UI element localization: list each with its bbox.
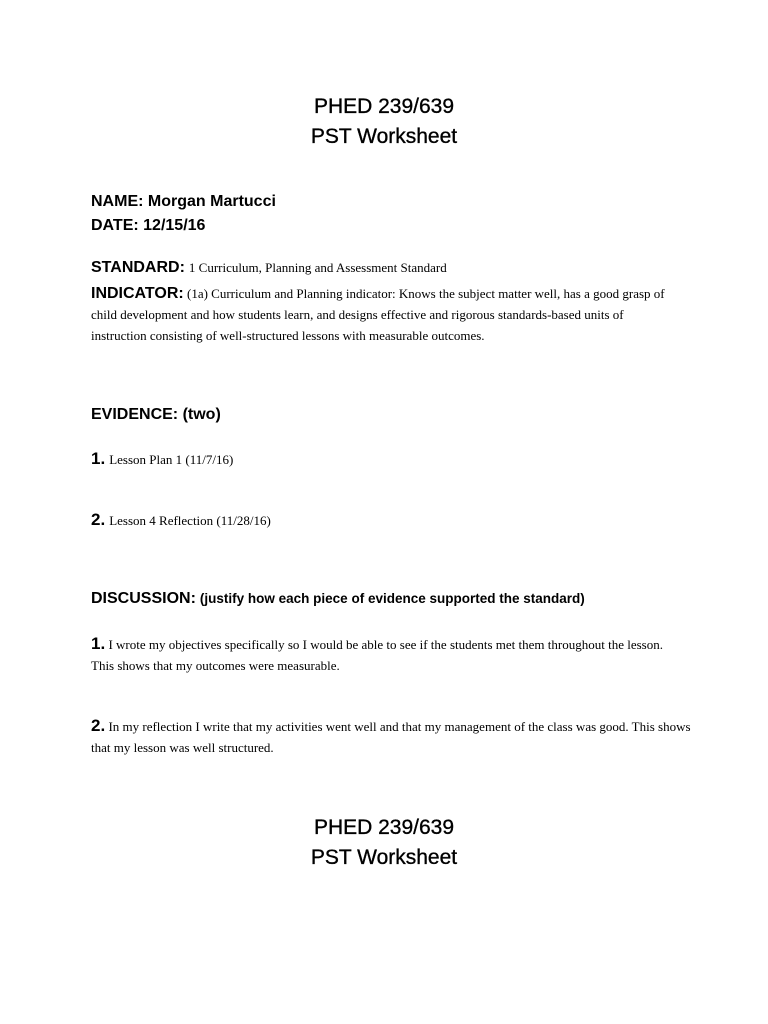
- discussion-number: 1.: [91, 634, 106, 653]
- evidence-heading: EVIDENCE: (two): [91, 406, 221, 423]
- discussion-number: 2.: [91, 716, 106, 735]
- evidence-number: 2.: [91, 510, 106, 529]
- evidence-number: 1.: [91, 449, 106, 468]
- date-label: DATE:: [91, 217, 139, 234]
- date-line: [91, 217, 205, 235]
- evidence-text: Lesson Plan 1 (11/7/16): [109, 452, 234, 467]
- date-value: 12/15/16: [143, 217, 206, 234]
- discussion-item: [91, 633, 681, 676]
- name-label: NAME:: [91, 193, 144, 210]
- discussion-text: In my reflection I write that my activities went well and that my management of the class was good. This shows that my lesson was well structured.: [91, 719, 691, 755]
- standard-label: STANDARD:: [91, 259, 185, 276]
- course-title: PHED 239/639: [313, 95, 455, 118]
- evidence-item: [91, 449, 233, 469]
- discussion-heading: [91, 590, 585, 608]
- course-title: PHED 239/639: [313, 816, 455, 839]
- standard-value: 1 Curriculum, Planning and Assessment Standard: [188, 260, 447, 275]
- indicator-value: (1a) Curriculum and Planning indicator: Knows the subject matter well, has a good grasp of child development and how students learn, and designs effective and rigorous standards-based units of instruction consisting of well-structured lessons with measurable outcomes.: [91, 286, 665, 343]
- discussion-item: [91, 715, 691, 758]
- indicator-label: INDICATOR:: [91, 285, 184, 302]
- worksheet-title: PST Worksheet: [310, 846, 458, 869]
- name-value: Morgan Martucci: [147, 193, 276, 210]
- discussion-note: (justify how each piece of evidence supported the standard): [199, 591, 585, 606]
- worksheet-title: PST Worksheet: [310, 125, 458, 148]
- indicator-paragraph: [91, 283, 681, 346]
- evidence-item: [91, 510, 271, 530]
- name-line: [91, 193, 276, 211]
- discussion-label: DISCUSSION:: [91, 590, 196, 607]
- discussion-text: I wrote my objectives specifically so I would be able to see if the students met them throughout the lesson. This shows that my outcomes were measurable.: [91, 637, 663, 673]
- evidence-text: Lesson 4 Reflection (11/28/16): [109, 513, 271, 528]
- standard-line: [91, 259, 447, 277]
